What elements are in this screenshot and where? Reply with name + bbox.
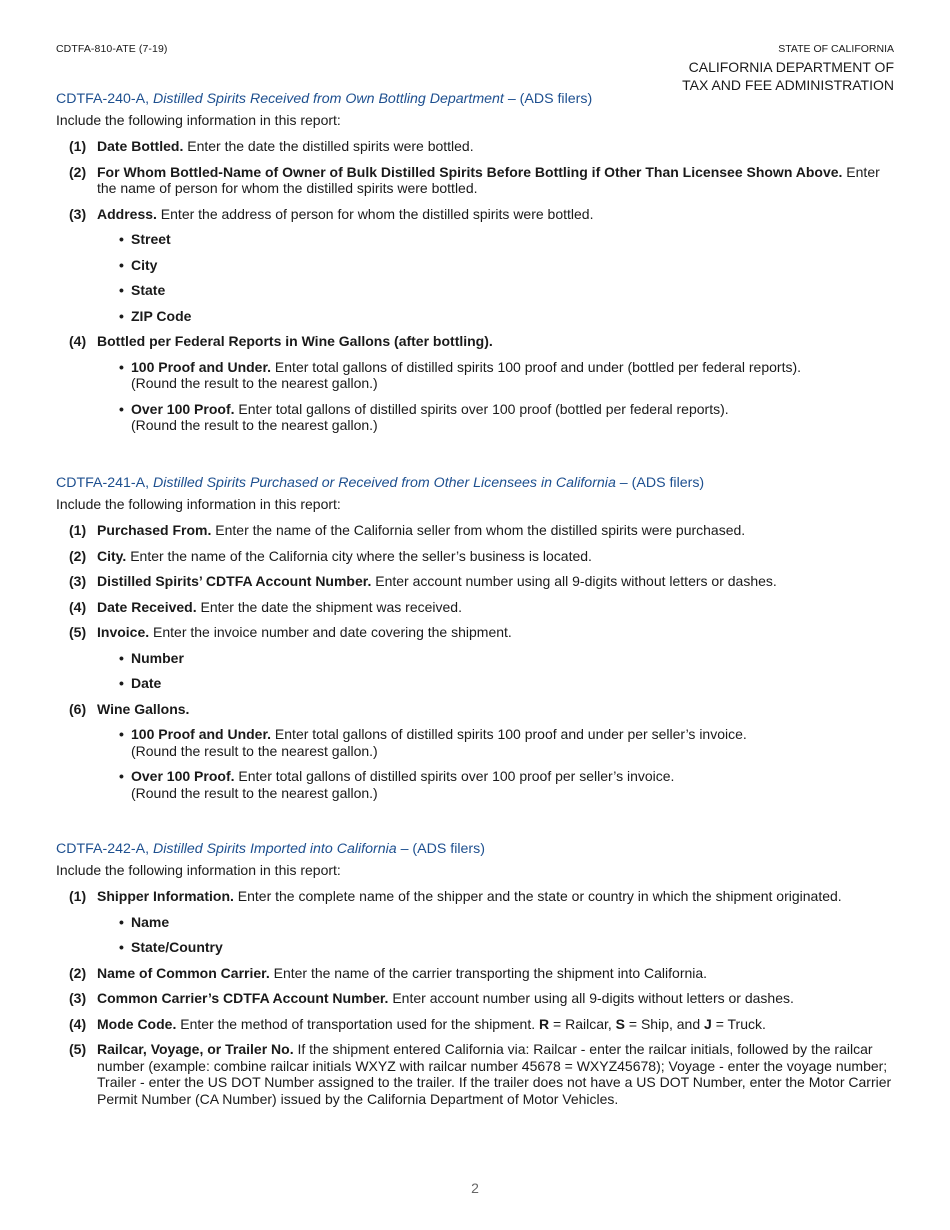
list-item [56,333,896,434]
bullet-list [97,650,896,692]
item-number: (1) [69,888,87,904]
item-label: Distilled Spirits’ CDTFA Account Number. [97,573,372,589]
list-item [56,990,896,1007]
item-text: Enter the name of the carrier transporting the shipment into California. [269,964,708,981]
item-number: (2) [69,547,87,564]
item-label: Date Bottled. [97,138,184,154]
bullet-list [97,726,896,801]
bullet-label: Over 100 Proof. [131,400,235,417]
instruction-list [56,522,896,801]
item-label: City. [97,547,127,564]
bullet-item [119,768,896,801]
mode-code-s: S [615,1015,625,1032]
department-line-2: TAX AND FEE ADMINISTRATION [682,77,894,94]
list-item [56,701,896,802]
bullet-text: Enter total gallons of distilled spirits over 100 proof (bottled per federal reports). [234,400,729,417]
department-line-1: CALIFORNIA DEPARTMENT OF [688,59,894,76]
item-text: Enter the name of person for whom the distilled spirits were bottled. [97,163,880,196]
item-number: (3) [69,990,87,1006]
item-label: Wine Gallons. [97,700,190,717]
item-text: Enter the method of transportation used for the shipment. [176,1015,539,1032]
section-cdtfa-241-a [56,474,896,801]
bullet-label: Street [131,231,171,247]
bullet-label: State [131,282,166,298]
item-label: Address. [97,205,157,222]
bullet-item [119,675,896,692]
bullet-label: ZIP Code [131,307,192,324]
section-heading [56,90,896,108]
item-number: (5) [69,1041,87,1057]
bullet-item [119,726,896,759]
filer-type: – (ADS filers) [615,475,705,491]
item-label: Common Carrier’s CDTFA Account Number. [97,990,389,1006]
mode-code-s-desc: = Ship, and [625,1015,705,1032]
item-label: Purchased From. [97,522,212,538]
item-text: Enter the date the shipment was received. [196,598,462,615]
section-intro: Include the following information in this report: [56,862,341,878]
bullet-item [119,308,896,325]
bullet-label: Name [131,913,170,930]
item-number: (3) [69,573,87,589]
bullet-item [119,359,896,392]
bullet-item [119,939,896,956]
list-item [56,548,896,565]
list-item [56,522,896,539]
item-text: If the shipment entered California via: Railcar - enter the railcar initials, followed by the railcar number (example: combine railcar initials WXYZ with railcar number 45678 = WXYZ45678); Voyage - enter the voyage number; Trailer - enter the US DOT Number assigned to the trailer. If the trailer does not have a US DOT Number, enter the Motor Carrier Permit Number (CA Number) issued by the California Department of Motor Vehicles. [97,1041,892,1107]
item-text: Enter account number using all 9-digits without letters or dashes. [388,990,794,1006]
bullet-label: 100 Proof and Under. [131,726,272,742]
rounding-note: (Round the result to the nearest gallon.) [131,375,378,391]
section-intro: Include the following information in this report: [56,496,341,512]
bullet-list [97,359,896,434]
list-item [56,573,896,590]
bullet-item [119,914,896,931]
item-number: (3) [69,205,87,222]
form-code: CDTFA-241-A, [56,475,153,491]
list-item [56,1016,896,1033]
list-item [56,1041,896,1107]
bullet-text: Enter total gallons of distilled spirits over 100 proof per seller’s invoice. [234,768,675,784]
item-label: Shipper Information. [97,888,234,904]
bullet-text: Enter total gallons of distilled spirits 100 proof and under (bottled per federal reports). [271,358,802,375]
item-label: Mode Code. [97,1015,177,1032]
section-heading [56,474,896,492]
item-label: For Whom Bottled-Name of Owner of Bulk Distilled Spirits Before Bottling if Other Than Licensee Shown Above. [97,163,843,180]
item-number: (1) [69,522,87,538]
list-item [56,138,896,155]
item-number: (4) [69,1015,87,1032]
rounding-note: (Round the result to the nearest gallon.) [131,784,378,801]
item-text: Enter the date the distilled spirits were bottled. [183,138,474,154]
item-label: Date Received. [97,598,197,615]
form-title: Distilled Spirits Received from Own Bottling Department [152,91,504,107]
item-number: (2) [69,964,87,981]
list-item [56,888,896,956]
item-label: Invoice. [97,624,150,640]
section-intro: Include the following information in this report: [56,112,341,128]
item-label: Bottled per Federal Reports in Wine Gallons (after bottling). [97,333,493,349]
item-number: (4) [69,598,87,615]
list-item [56,164,896,197]
section-cdtfa-240-a [56,90,896,434]
bullet-label: City [131,256,158,273]
item-text: Enter the complete name of the shipper and the state or country in which the shipment originated. [233,888,842,904]
list-item [56,599,896,616]
item-number: (5) [69,624,87,640]
item-number: (4) [69,333,87,349]
list-item [56,624,896,692]
form-code: CDTFA-240-A, [56,91,153,107]
item-text: Enter account number using all 9-digits without letters or dashes. [371,573,777,589]
item-label: Railcar, Voyage, or Trailer No. [97,1041,294,1057]
mode-code-r: R [539,1015,550,1032]
bullet-list [97,914,896,956]
bullet-item [119,282,896,299]
form-title: Distilled Spirits Purchased or Received from Other Licensees in California [152,475,616,491]
mode-code-j-desc: = Truck. [711,1015,766,1032]
filer-type: – (ADS filers) [503,91,593,107]
instruction-list [56,888,896,1107]
bullet-label: Number [131,649,184,666]
bullet-item [119,650,896,667]
bullet-label: Date [131,675,162,691]
bullet-item [119,231,896,248]
item-text: Enter the address of person for whom the distilled spirits were bottled. [156,205,594,222]
agency-block [682,43,894,94]
filer-type: – (ADS filers) [396,841,485,857]
item-text: Enter the invoice number and date covering the shipment. [149,624,512,640]
bullet-text: Enter total gallons of distilled spirits 100 proof and under per seller’s invoice. [271,726,747,742]
item-number: (6) [69,700,87,717]
item-text: Enter the name of the California city where the seller’s business is located. [126,547,592,564]
bullet-item [119,401,896,434]
page-number: 2 [471,1180,479,1196]
mode-code-j: J [704,1015,712,1032]
form-code: CDTFA-242-A, [56,841,153,857]
instruction-list [56,138,896,434]
bullet-label: State/Country [131,939,223,955]
mode-code-r-desc: = Railcar, [549,1015,616,1032]
item-number: (2) [69,163,87,180]
rounding-note: (Round the result to the nearest gallon.) [131,417,378,433]
form-id: CDTFA-810-ATE (7-19) [56,43,168,55]
bullet-item [119,257,896,274]
state-label: STATE OF CALIFORNIA [778,43,894,55]
list-item [56,965,896,982]
form-title: Distilled Spirits Imported into California [152,841,397,857]
section-heading [56,840,896,858]
item-text: Enter the name of the California seller from whom the distilled spirits were purchased. [211,522,746,538]
bullet-list [97,231,896,324]
item-label: Name of Common Carrier. [97,964,270,981]
section-cdtfa-242-a [56,840,896,1107]
rounding-note: (Round the result to the nearest gallon.) [131,742,378,759]
bullet-label: Over 100 Proof. [131,768,235,784]
bullet-label: 100 Proof and Under. [131,358,272,375]
list-item [56,206,896,325]
item-number: (1) [69,138,87,154]
